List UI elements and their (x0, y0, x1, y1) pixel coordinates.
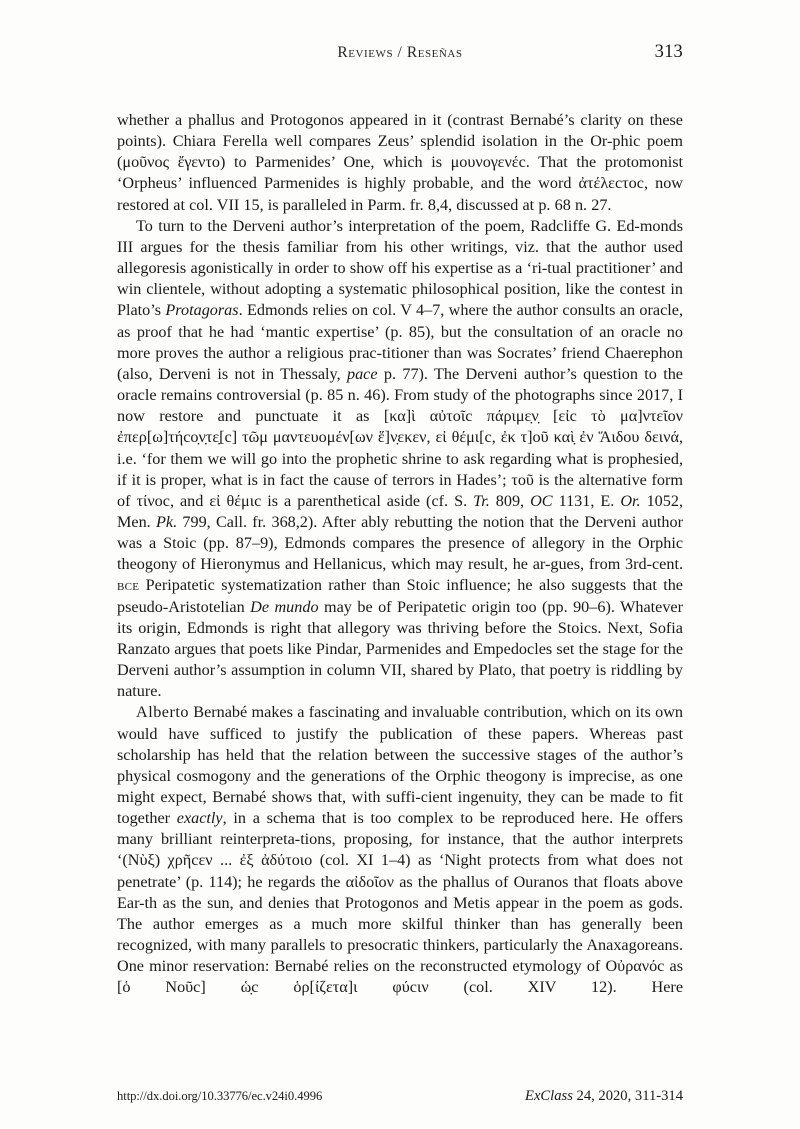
text-run-greek: [ὁ Νοῦc] ὡ̣c ὁρ[ίζετα]ι φύcιν (117, 978, 429, 997)
text-run-greek: [κα]ὶ αὐτοῖc πάριμε̣ν̣ [εἰc τὸ μα]ντεῖον ἐπερ[ω]τήcο̣ν̣τε̣[c] τῶμ μαντευομέν[ων ἕ]ν̣εκεν, εἰ θέμι[c, ἐκ τ]οῦ καὶ̣ ἐν Ἅιδου δεινά (117, 407, 683, 447)
text-run-greek: μοῦνος ἔγεντο (122, 153, 220, 172)
text-run-italic: Protagoras (165, 301, 239, 320)
text-run-greek: Νὺξ) χρῆcεν ... ἐξ ἀδύτοιο (127, 851, 313, 870)
text-run-smallcaps: bce (117, 577, 140, 595)
text-run-italic: Tr. (473, 491, 490, 510)
text-run-spaced: Alberto (136, 703, 189, 722)
text-run-italic: De mundo (250, 597, 319, 616)
journal-name: ExClass (525, 1088, 573, 1104)
journal-citation-detail: 24, 2020, 311-314 (572, 1088, 683, 1104)
text-run-greek: εἰ θέμιc (209, 491, 262, 510)
text-run-greek: μουνογενέc (450, 153, 526, 172)
text-run-greek: Οὐρανόc (605, 957, 665, 976)
text-run-italic: exactly (176, 809, 223, 828)
page-footer (117, 1089, 683, 1129)
text-run-italic: Pk. (156, 512, 178, 531)
paragraph: whether a phallus and Protogonos appeared in it (contrast Bernabé’s clarity on these points). Chiara Ferella well compares Zeus’ splendid isolation in the Or-phic poem (μοῦνος ἔγεντο) to Parmenides’ One, which is μουνογενέc. That the protomonist ‘Orpheus’ influenced Parmenides is highly probable, and the word ἀτέλεcτοc, now restored at col. VII 15, is paralleled in Parm. fr. 8,4, discussed at p. 68 n. 27. (117, 111, 683, 214)
doi-link[interactable]: http://dx.doi.org/10.33776/ec.v24i0.4996 (117, 1089, 323, 1103)
text-run-greek: αἰδοῖον (345, 872, 394, 891)
text-run-greek: ἀτέλεcτοc (578, 174, 644, 193)
body-text-block (117, 110, 683, 999)
running-header-title: Reviews / Reseñas (337, 44, 463, 61)
text-run-italic: OC (530, 491, 553, 510)
paragraph: Alberto Bernabé makes a fascinating and invaluable contribution, which on its own would have sufficed to justify the publication of these papers. Whereas past scholarship has held that the relation between the successive stages of the author’s physical cosmogony and the generations of the Orphic theogony is imprecise, as one might expect, Bernabé shows that, with suffi-cient ingenuity, they can be made to fit together exactly, in a schema that is too complex to be reproduced here. He offers many brilliant reinterpreta-tions, proposing, for instance, that the author interprets ‘(Νὺξ) χρῆcεν ... ἐξ ἀδύτοιο (col. XI 1–4) as ‘Night protects from what does not penetrate’ (p. 114); he regards the αἰδοῖον as the phallus of Ouranos that floats above Ear-th as the sun, and denies that Protogonos and Metis appear in the poem as gods. The author emerges as a much more skilful thinker than has generally been recognized, with many parallels to presocratic thinkers, particularly the Anaxagoreans. One minor reservation: Bernabé relies on the reconstructed etymology of Οὐρανόc as [ὁ Νοῦc] ὡ̣c ὁρ[ίζετα]ι φύcιν (col. XIV 12). Here (117, 703, 684, 997)
text-run-italic: Or. (620, 491, 641, 510)
text-run-greek: τίνοc (136, 491, 170, 510)
running-header (117, 44, 683, 66)
journal-citation (525, 1088, 683, 1105)
page-number: 313 (654, 42, 683, 62)
text-run-greek: τοῦ (511, 470, 534, 489)
text-run-italic: pace (346, 364, 378, 383)
paragraph: To turn to the Derveni author’s interpretation of the poem, Radcliffe G. Ed-monds III argues for the thesis familiar from his other writings, viz. that the author used allegoresis agonistically in order to show off his expertise as a ‘ri-tual practitioner’ and win clientele, without adopting a systematic philosophical position, like the contest in Plato’s Protagoras. Edmonds relies on col. V 4–7, where the author consults an oracle, as proof that he had ‘mantic expertise’ (p. 85), but the consultation of an oracle no more proves the author a religious prac-titioner than was Socrates’ friend Chaerephon (also, Derveni is not in Thessaly, pace p. 77). The Derveni author’s question to the oracle remains controversial (p. 85 n. 46). From study of the photographs since 2017, I now restore and punctuate it as [κα]ὶ αὐτοῖc πάριμε̣ν̣ [εἰc τὸ μα]ντεῖον ἐπερ[ω]τήcο̣ν̣τε̣[c] τῶμ μαντευομέν[ων ἕ]ν̣εκεν, εἰ θέμι[c, ἐκ τ]οῦ καὶ̣ ἐν Ἅιδου δεινά, i.e. ‘for them we will go into the prophetic shrine to ask regarding what is prophesied, if it is proper, what is in fact the cause of terrors in Hades’; τοῦ is the alternative form of τίνοc, and εἰ θέμιc is a parenthetical aside (cf. S. Tr. 809, OC 1131, E. Or. 1052, Men. Pk. 799, Call. fr. 368,2). After ably rebutting the notion that the Derveni author was a Stoic (pp. 87–9), Edmonds compares the presence of allegory in the Orphic theogony of Hieronymus and Hellanicus, which may result, he ar-gues, from 3rd-cent. bce Peripatetic systematization rather than Stoic influence; he also suggests that the pseudo-Aristotelian De mundo may be of Peripatetic origin too (pp. 90–6). Whatever its origin, Edmonds is right that allegory was thriving before the Stoics. Next, Sofia Ranzato argues that poets like Pindar, Parmenides and Empedocles set the stage for the Derveni author’s assumption in column VII, shared by Plato, that poetry is riddling by nature. (117, 216, 684, 701)
